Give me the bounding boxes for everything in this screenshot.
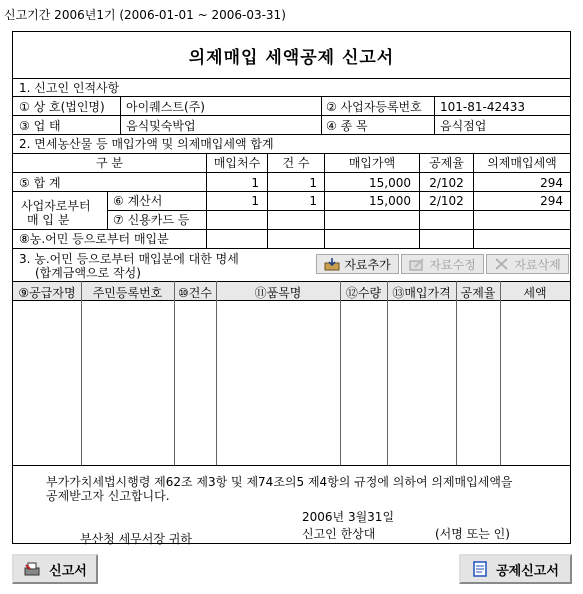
- add-data-icon: [324, 257, 340, 271]
- invoice-case-count: 1: [309, 194, 317, 208]
- item-value: 음식점업: [440, 119, 487, 133]
- detail-grid-header: [13, 281, 570, 301]
- col-supplier-name[interactable]: ⑨공급자명: [18, 286, 76, 300]
- total-deemed-tax: 294: [540, 176, 563, 190]
- form-title: 의제매입 세액공제 신고서: [188, 48, 395, 68]
- total-case-count: 1: [309, 176, 317, 190]
- invoice-deduction-rate: 2/102: [429, 194, 464, 208]
- header-deduction-rate: 공제율: [429, 156, 464, 170]
- report-date: 2006년 3월31일: [302, 510, 395, 524]
- header-deemed-tax: 의제매입세액: [487, 156, 557, 170]
- report-form: [12, 31, 571, 544]
- addressee: 부산청 세무서장 귀하: [80, 532, 192, 546]
- invoice-purchase-amount: 15,000: [369, 194, 411, 208]
- company-label: ① 상 호(법인명): [19, 100, 105, 114]
- regno-label: ② 사업자등록번호: [326, 100, 422, 114]
- credit-card-label: ⑦ 신용카드 등: [113, 213, 190, 227]
- regno-value: 101-81-42433: [440, 100, 526, 114]
- edit-data-icon: [409, 257, 425, 271]
- edit-data-label: 자료수정: [429, 257, 476, 272]
- reporting-period: 신고기간 2006년1기 (2006-01-01 ~ 2006-03-31): [4, 8, 286, 22]
- printer-edit-icon: [23, 561, 41, 577]
- col-purchase-price[interactable]: ⑬매입가격: [392, 286, 451, 300]
- report-button[interactable]: [12, 554, 98, 584]
- statement-line2: 공제받고자 신고합니다.: [46, 489, 170, 503]
- section1-heading: 1. 신고인 인적사항: [19, 81, 120, 95]
- section3-heading: 3. 농.어민 등으로부터 매입분에 대한 명세: [19, 252, 239, 266]
- total-deduction-rate: 2/102: [429, 176, 464, 190]
- header-case-count: 건 수: [282, 156, 310, 170]
- document-icon: [472, 561, 488, 577]
- business-label: ③ 업 태: [19, 119, 61, 133]
- from-business-label-1: 사업자로부터: [21, 199, 91, 213]
- invoice-label: ⑥ 계산서: [113, 194, 163, 208]
- section2-heading: 2. 면세농산물 등 매입가액 및 의제매입세액 합계: [19, 137, 274, 151]
- col-quantity[interactable]: ⑫수량: [345, 286, 382, 300]
- header-category: 구 분: [96, 156, 123, 170]
- deduction-report-button[interactable]: [459, 554, 572, 584]
- edit-data-button[interactable]: [401, 254, 484, 274]
- company-value: 아이퀘스트(주): [126, 100, 205, 114]
- add-data-label: 자료추가: [344, 257, 391, 272]
- col-resident-number[interactable]: 주민등록번호: [92, 286, 163, 300]
- section3-subheading: (합계금액으로 작성): [35, 266, 141, 280]
- delete-data-icon: [494, 257, 510, 271]
- statement-line1: 부가가치세법시행령 제62조 제3항 및 제74조의5 제4항의 규정에 의하여 의제매입세액을: [46, 475, 513, 489]
- header-supplier-count: 매입처수: [213, 156, 261, 170]
- invoice-deemed-tax: 294: [540, 194, 563, 208]
- delete-data-label: 자료삭제: [514, 257, 561, 272]
- business-value: 음식및숙박업: [126, 119, 196, 133]
- report-button-label: 신고서: [49, 563, 87, 579]
- col-tax-amount[interactable]: 세액: [523, 286, 547, 300]
- col-case-count[interactable]: ⑩건수: [178, 286, 212, 300]
- total-purchase-amount: 15,000: [369, 176, 411, 190]
- farmer-purchase-label: ⑧농.어민 등으로부터 매입분: [19, 232, 169, 246]
- deduction-report-button-label: 공제신고서: [496, 563, 559, 579]
- total-label: ⑤ 합 계: [19, 176, 61, 190]
- signature-label: (서명 또는 인): [435, 527, 510, 541]
- add-data-button[interactable]: [316, 254, 399, 274]
- from-business-label-2: 매 입 분: [27, 213, 70, 227]
- reporter-name: 신고인 한상대: [302, 527, 376, 541]
- invoice-supplier-count: 1: [251, 194, 259, 208]
- item-label: ④ 종 목: [326, 119, 368, 133]
- total-supplier-count: 1: [251, 176, 259, 190]
- delete-data-button[interactable]: [486, 254, 569, 274]
- col-item-name[interactable]: ⑪품목명: [254, 286, 302, 300]
- header-purchase-amount: 매입가액: [348, 156, 396, 170]
- col-deduction-rate[interactable]: 공제율: [460, 286, 496, 300]
